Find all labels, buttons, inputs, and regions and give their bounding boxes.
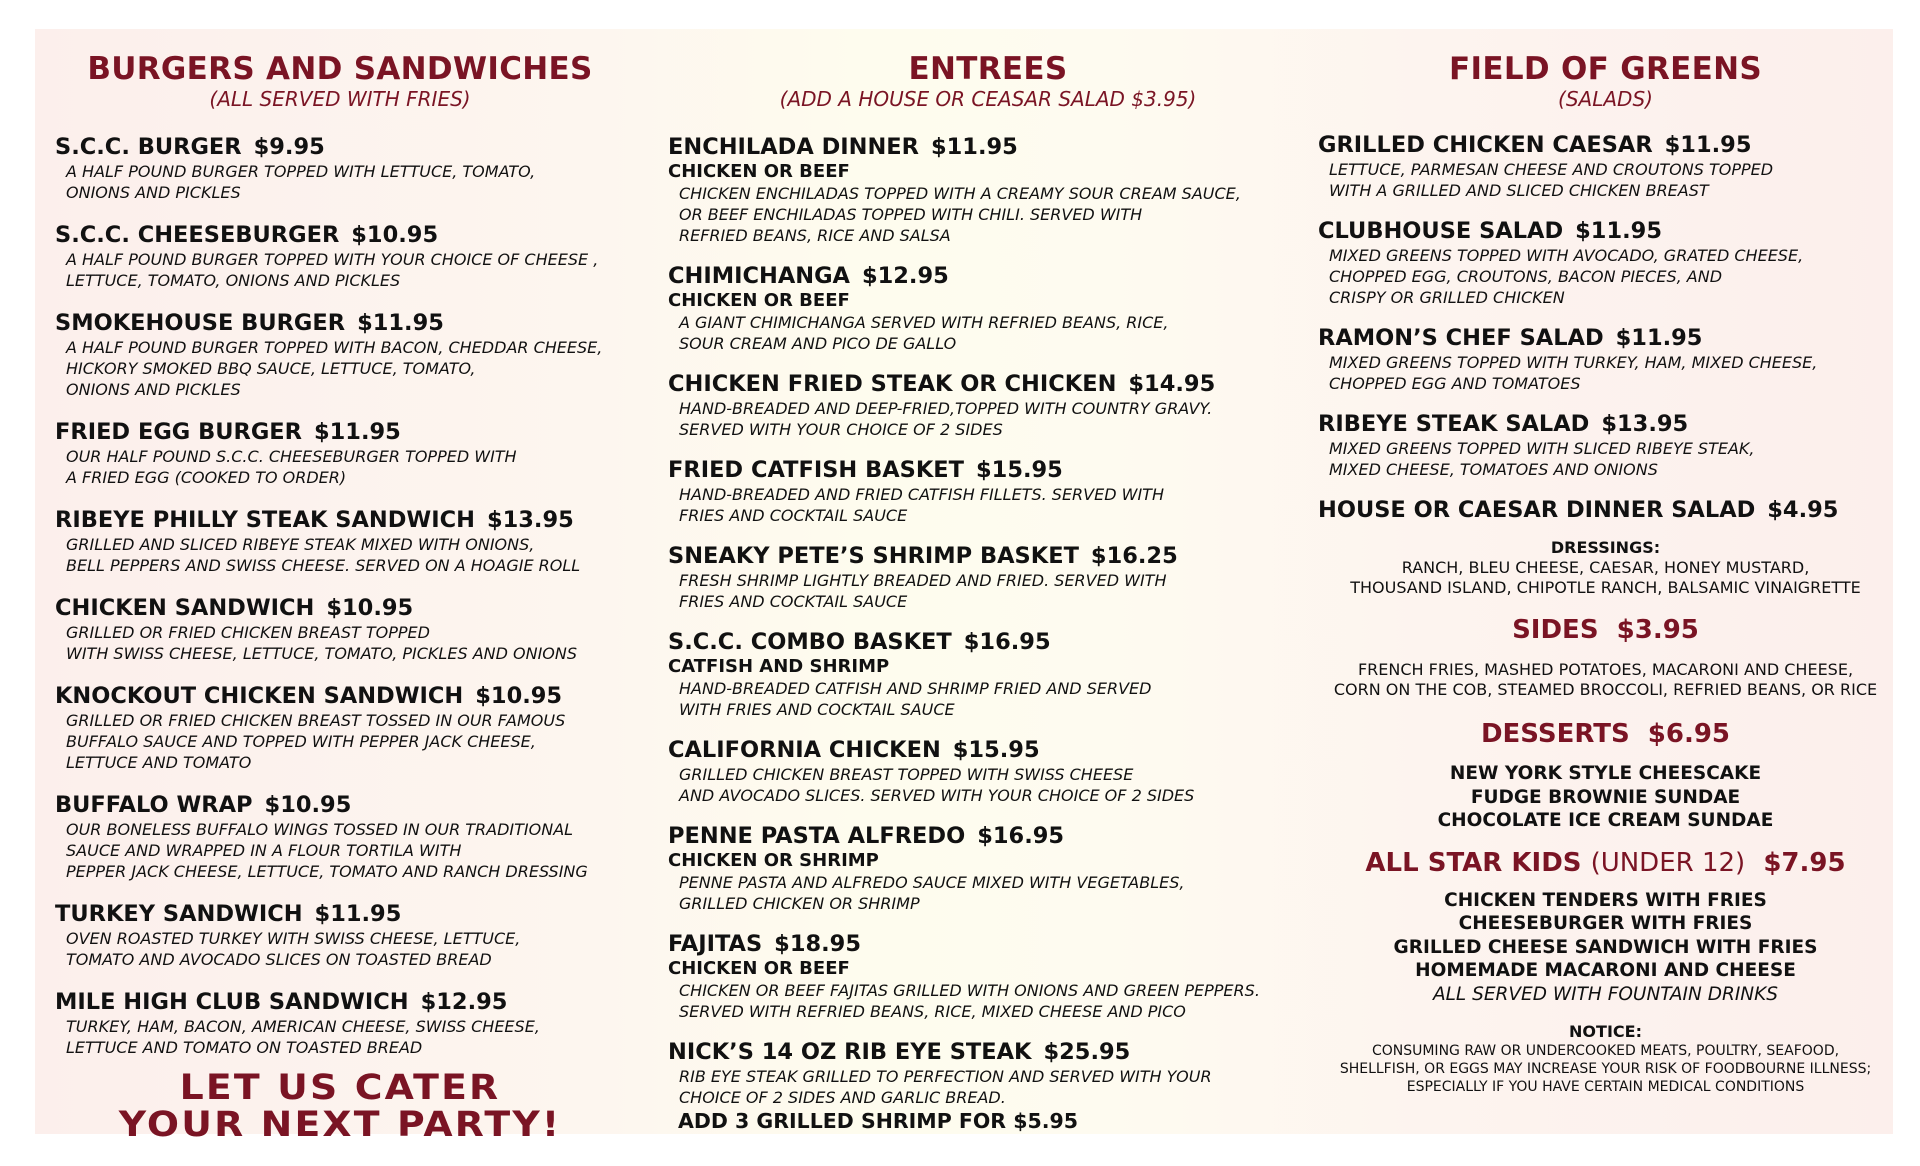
item-price: $11.95: [1575, 218, 1662, 244]
item-name: NICK’S 14 OZ RIB EYE STEAK $25.95: [668, 1039, 1131, 1065]
kids-title: ALL STAR KIDS (UNDER 12) $7.95: [1365, 847, 1846, 878]
dressings-label: DRESSINGS:: [1550, 538, 1661, 557]
greens-subtitle: (SALADS): [1558, 87, 1653, 111]
item-name: S.C.C. CHEESEBURGER $10.95: [55, 222, 439, 248]
menu-item: [55, 682, 625, 773]
menu-item: [668, 133, 1308, 246]
menu-item: [668, 370, 1308, 440]
catering-line-1: LET US CATER: [179, 1068, 501, 1108]
dessert-item: FUDGE BROWNIE SUNDAE: [1470, 786, 1741, 808]
notice-section: [1318, 1022, 1893, 1096]
item-option: CATFISH AND SHRIMP: [668, 656, 890, 677]
item-description: GRILLED OR FRIED CHICKEN BREAST TOPPED WITH SWISS CHEESE, LETTUCE, TOMATO, PICKLES AND ONIONS: [66, 623, 578, 663]
kids-section: [1318, 847, 1893, 1007]
item-name: PENNE PASTA ALFREDO $16.95: [668, 823, 1065, 849]
item-description: GRILLED OR FRIED CHICKEN BREAST TOSSED IN OUR FAMOUS BUFFALO SAUCE AND TOPPED WITH PEPPER JACK CHEESE, LETTUCE AND TOMATO: [66, 711, 566, 772]
item-name: BUFFALO WRAP $10.95: [55, 792, 352, 818]
sides-section: [1318, 614, 1893, 700]
item-description: CHICKEN ENCHILADAS TOPPED WITH A CREAMY SOUR CREAM SAUCE, OR BEEF ENCHILADAS TOPPED WITH CHILI. SERVED WITH REFRIED BEANS, RICE AND SALSA: [679, 184, 1241, 245]
kids-note: ALL SERVED WITH FOUNTAIN DRINKS: [1432, 983, 1779, 1005]
desserts-price: $6.95: [1647, 719, 1731, 749]
item-name: S.C.C. BURGER $9.95: [55, 134, 325, 160]
item-name: S.C.C. COMBO BASKET $16.95: [668, 629, 1051, 655]
item-name: FRIED EGG BURGER $11.95: [55, 419, 401, 445]
notice-line-2: SHELLFISH, OR EGGS MAY INCREASE YOUR RISK OF FOODBOURNE ILLNESS;: [1339, 1061, 1872, 1077]
item-name: FAJITAS $18.95: [668, 931, 861, 957]
kids-item: GRILLED CHEESE SANDWICH WITH FRIES: [1393, 936, 1818, 958]
item-price: $11.95: [1615, 325, 1703, 351]
entrees-header: [668, 51, 1308, 111]
menu-item: [668, 542, 1308, 612]
desserts-title: DESSERTS $6.95: [1480, 719, 1731, 749]
greens-list: [1318, 131, 1893, 524]
item-price: $13.95: [1601, 411, 1689, 437]
item-price: $16.25: [1090, 543, 1178, 569]
menu-item: [668, 456, 1308, 526]
menu-item: [1318, 496, 1893, 524]
dressings-line-2: THOUSAND ISLAND, CHIPOTLE RANCH, BALSAMIC VINAIGRETTE: [1350, 578, 1861, 597]
dessert-item: CHOCOLATE ICE CREAM SUNDAE: [1437, 810, 1774, 831]
item-name: FRIED CATFISH BASKET $15.95: [668, 457, 1063, 483]
item-name: SMOKEHOUSE BURGER $11.95: [55, 310, 444, 336]
item-option: CHICKEN OR BEEF: [668, 290, 850, 311]
item-description: MIXED GREENS TOPPED WITH SLICED RIBEYE STEAK, MIXED CHEESE, TOMATOES AND ONIONS: [1329, 439, 1755, 479]
item-name: RIBEYE STEAK SALAD $13.95: [1318, 411, 1689, 437]
desserts-section: [1318, 718, 1893, 833]
item-price: $11.95: [314, 901, 402, 927]
item-price: $11.95: [1664, 132, 1752, 158]
item-name: TURKEY SANDWICH $11.95: [55, 901, 402, 927]
item-price: $4.95: [1767, 497, 1839, 523]
item-price: $12.95: [420, 989, 508, 1015]
menu-item: [1318, 410, 1893, 480]
menu-item: [668, 262, 1308, 354]
menu-item: [668, 628, 1308, 720]
burgers-list: [55, 133, 625, 1058]
item-description: LETTUCE, PARMESAN CHEESE AND CROUTONS TOPPED WITH A GRILLED AND SLICED CHICKEN BREAST: [1329, 160, 1774, 200]
sides-price: $3.95: [1616, 615, 1699, 645]
menu-item: [1318, 131, 1893, 201]
kids-item: CHEESEBURGER WITH FRIES: [1458, 913, 1753, 934]
shrimp-addon: ADD 3 GRILLED SHRIMP FOR $5.95: [678, 1109, 1079, 1133]
item-description: GRILLED AND SLICED RIBEYE STEAK MIXED WITH ONIONS, BELL PEPPERS AND SWISS CHEESE. SERVED ON A HOAGIE ROLL: [66, 535, 581, 575]
item-description: PENNE PASTA AND ALFREDO SAUCE MIXED WITH VEGETABLES, GRILLED CHICKEN OR SHRIMP: [679, 873, 1185, 913]
dressings-line-1: RANCH, BLEU CHEESE, CAESAR, HONEY MUSTARD,: [1401, 558, 1810, 577]
entrees-list: [668, 133, 1308, 1134]
item-description: TURKEY, HAM, BACON, AMERICAN CHEESE, SWISS CHEESE, LETTUCE AND TOMATO ON TOASTED BREAD: [66, 1017, 540, 1057]
kids-item: CHICKEN TENDERS WITH FRIES: [1444, 889, 1767, 911]
menu-item: [55, 309, 625, 400]
burgers-title: BURGERS AND SANDWICHES: [87, 51, 593, 87]
item-description: GRILLED CHICKEN BREAST TOPPED WITH SWISS CHEESE AND AVOCADO SLICES. SERVED WITH YOUR CHOICE OF 2 SIDES: [679, 765, 1195, 805]
kids-price: $7.95: [1763, 847, 1846, 878]
menu-item: [668, 736, 1308, 806]
entrees-title: ENTREES: [908, 51, 1068, 87]
notice-line-1: CONSUMING RAW OR UNDERCOOKED MEATS, POULTRY, SEAFOOD,: [1371, 1043, 1840, 1059]
item-name: CHIMICHANGA $12.95: [668, 263, 949, 289]
item-name: MILE HIGH CLUB SANDWICH $12.95: [55, 989, 508, 1015]
menu-item: [55, 506, 625, 576]
sides-line-2: CORN ON THE COB, STEAMED BROCCOLI, REFRIED BEANS, OR RICE: [1333, 680, 1878, 699]
item-price: $18.95: [774, 931, 861, 957]
item-description: OUR HALF POUND S.C.C. CHEESEBURGER TOPPED WITH A FRIED EGG (COOKED TO ORDER): [66, 447, 517, 487]
item-name: RIBEYE PHILLY STEAK SANDWICH $13.95: [55, 507, 574, 533]
menu-item: [1318, 324, 1893, 394]
item-name: CLUBHOUSE SALAD $11.95: [1318, 218, 1662, 244]
sides-line-1: FRENCH FRIES, MASHED POTATOES, MACARONI AND CHEESE,: [1357, 660, 1854, 679]
menu-item: [55, 791, 625, 882]
entrees-column: [668, 29, 1308, 1134]
item-price: $10.95: [326, 595, 414, 621]
greens-column: [1318, 29, 1893, 1096]
item-description: CHICKEN OR BEEF FAJITAS GRILLED WITH ONIONS AND GREEN PEPPERS. SERVED WITH REFRIED BEANS, RICE, MIXED CHEESE AND PICO: [679, 981, 1260, 1021]
notice-label: NOTICE:: [1569, 1022, 1642, 1041]
burgers-header: [55, 51, 625, 111]
item-name: ENCHILADA DINNER $11.95: [668, 134, 1018, 160]
item-option: CHICKEN OR BEEF: [668, 161, 850, 182]
item-description: FRESH SHRIMP LIGHTLY BREADED AND FRIED. SERVED WITH FRIES AND COCKTAIL SAUCE: [679, 571, 1167, 611]
item-description: A HALF POUND BURGER TOPPED WITH YOUR CHOICE OF CHEESE , LETTUCE, TOMATO, ONIONS AND PICKLES: [66, 250, 599, 290]
item-price: $14.95: [1128, 371, 1216, 397]
item-option: CHICKEN OR SHRIMP: [668, 850, 879, 871]
item-price: $9.95: [253, 134, 325, 160]
item-description: A HALF POUND BURGER TOPPED WITH LETTUCE, TOMATO, ONIONS AND PICKLES: [66, 162, 536, 202]
menu-item: [668, 822, 1308, 914]
item-price: $15.95: [952, 737, 1040, 763]
menu-sheet: [35, 29, 1893, 1145]
item-name: RAMON’S CHEF SALAD $11.95: [1318, 325, 1703, 351]
item-price: $11.95: [314, 419, 401, 445]
item-description: OUR BONELESS BUFFALO WINGS TOSSED IN OUR TRADITIONAL SAUCE AND WRAPPED IN A FLOUR TORTILA WITH PEPPER JACK CHEESE, LETTUCE, TOMATO AND RANCH DRESSING: [66, 820, 588, 881]
item-price: $13.95: [486, 507, 574, 533]
notice-line-3: ESPECIALLY IF YOU HAVE CERTAIN MEDICAL CONDITIONS: [1406, 1079, 1805, 1095]
menu-item: [55, 594, 625, 664]
dessert-item: NEW YORK STYLE CHEESCAKE: [1449, 763, 1762, 784]
item-price: $15.95: [976, 457, 1063, 483]
burgers-subtitle: (ALL SERVED WITH FRIES): [209, 87, 471, 111]
item-price: $10.95: [351, 222, 439, 248]
item-price: $16.95: [963, 629, 1051, 655]
item-price: $11.95: [357, 310, 444, 336]
menu-item: [668, 930, 1308, 1022]
item-name: HOUSE OR CAESAR DINNER SALAD $4.95: [1318, 497, 1839, 523]
item-option: CHICKEN OR BEEF: [668, 958, 850, 979]
menu-item: [1318, 217, 1893, 308]
menu-item: [55, 221, 625, 291]
item-price: $10.95: [475, 683, 563, 709]
item-description: A HALF POUND BURGER TOPPED WITH BACON, CHEDDAR CHEESE, HICKORY SMOKED BBQ SAUCE, LETTUCE, TOMATO, ONIONS AND PICKLES: [66, 338, 603, 399]
item-price: $25.95: [1043, 1039, 1131, 1065]
item-price: $11.95: [931, 134, 1018, 160]
entrees-subtitle: (ADD A HOUSE OR CEASAR SALAD $3.95): [779, 87, 1197, 111]
item-price: $10.95: [264, 792, 352, 818]
item-description: HAND-BREADED AND FRIED CATFISH FILLETS. SERVED WITH FRIES AND COCKTAIL SAUCE: [679, 485, 1164, 525]
item-description: HAND-BREADED AND DEEP-FRIED,TOPPED WITH COUNTRY GRAVY. SERVED WITH YOUR CHOICE OF 2 SIDES: [679, 399, 1213, 439]
item-name: CHICKEN SANDWICH $10.95: [55, 595, 414, 621]
sides-title: SIDES $3.95: [1512, 615, 1699, 645]
menu-item: [55, 900, 625, 970]
menu-item: [55, 418, 625, 488]
item-description: HAND-BREADED CATFISH AND SHRIMP FRIED AND SERVED WITH FRIES AND COCKTAIL SAUCE: [679, 679, 1152, 719]
item-name: KNOCKOUT CHICKEN SANDWICH $10.95: [55, 683, 563, 709]
item-name: GRILLED CHICKEN CAESAR $11.95: [1318, 132, 1752, 158]
menu-item: [668, 1038, 1308, 1134]
item-description: MIXED GREENS TOPPED WITH AVOCADO, GRATED CHEESE, CHOPPED EGG, CROUTONS, BACON PIECES, AND CRISPY OR GRILLED CHICKEN: [1329, 246, 1804, 307]
item-description: RIB EYE STEAK GRILLED TO PERFECTION AND SERVED WITH YOUR CHOICE OF 2 SIDES AND GARLIC BREAD.: [679, 1067, 1212, 1107]
item-name: CALIFORNIA CHICKEN $15.95: [668, 737, 1040, 763]
item-description: OVEN ROASTED TURKEY WITH SWISS CHEESE, LETTUCE, TOMATO AND AVOCADO SLICES ON TOASTED BREAD: [66, 929, 521, 969]
kids-qualifier: (UNDER 12): [1590, 847, 1746, 878]
item-name: CHICKEN FRIED STEAK OR CHICKEN $14.95: [668, 371, 1216, 397]
dressings: [1318, 538, 1893, 598]
item-price: $16.95: [977, 823, 1065, 849]
item-description: A GIANT CHIMICHANGA SERVED WITH REFRIED BEANS, RICE, SOUR CREAM AND PICO DE GALLO: [679, 313, 1169, 353]
kids-item: HOMEMADE MACARONI AND CHEESE: [1415, 960, 1796, 981]
catering-line-2: YOUR NEXT PARTY!: [118, 1105, 562, 1145]
item-name: SNEAKY PETE’S SHRIMP BASKET $16.25: [668, 543, 1178, 569]
catering-banner: [32, 1070, 648, 1144]
item-description: MIXED GREENS TOPPED WITH TURKEY, HAM, MIXED CHEESE, CHOPPED EGG AND TOMATOES: [1329, 353, 1818, 393]
item-price: $12.95: [861, 263, 949, 289]
menu-item: [55, 133, 625, 203]
menu-item: [55, 988, 625, 1058]
burgers-column: [55, 29, 625, 1144]
greens-title: FIELD OF GREENS: [1449, 51, 1762, 87]
greens-header: [1318, 51, 1893, 111]
